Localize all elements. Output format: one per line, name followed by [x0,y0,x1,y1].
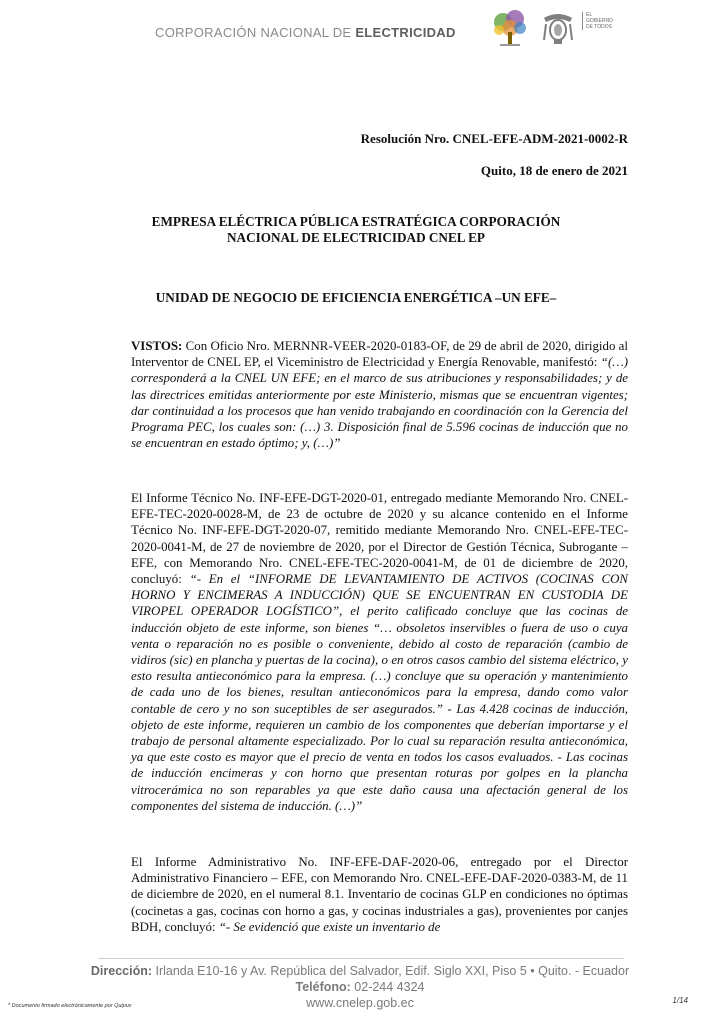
address-text: Irlanda E10-16 y Av. República del Salvador, Edif. Siglo XXI, Piso 5 • Quito. - Ecuador [152,964,630,978]
government-logo-text: EL GOBIERNO DE TODOS [582,12,620,30]
page-number: 1/14 [672,996,688,1005]
business-unit-title: UNIDAD DE NEGOCIO DE EFICIENCIA ENERGÉTICA –UN EFE– [155,290,557,305]
title-line-2: NACIONAL DE ELECTRICIDAD CNEL EP [227,230,485,245]
document-date: Quito, 18 de enero de 2021 [480,163,628,178]
paragraph-text: Con Oficio Nro. MERNNR-VEER-2020-0183-OF, de 29 de abril de 2020, dirigido al Interventor de CNEL EP, el Viceministro de Electricidad y Energía Renovable, manifestó: [131,339,628,370]
paragraph-text: El Informe Técnico No. INF-EFE-DGT-2020-01, entregado mediante Memorando Nro. CNEL-EFE-TEC-2020-0028-M, de 23 de octubre de 2020 y su alcance contenido en el Informe Técnico No. INF-EFE-DGT-2020-07, remitido mediante Memorando Nro. CNEL-EFE-TEC-2020-0041-M, de 27 de noviembre de 2020, por el Director de Gestión Técnica, Subrogante – EFE, con Memorando Nro. CNEL-EFE-TEC-2020-0041-M, de 01 de diciembre de 2020, concluyó: [131,491,628,587]
footer-divider [98,958,624,959]
phone-label: Teléfono: [295,980,351,994]
resolution-number: Resolución Nro. CNEL-EFE-ADM-2021-0002-R [360,131,628,146]
footer-website[interactable]: www.cnelep.gob.ec [306,996,414,1010]
paragraph-text: El Informe Administrativo No. INF-EFE-DAF-2020-06, entregado por el Director Administrativo Financiero – EFE, con Memorando Nro. CNEL-EFE-DAF-2020-0383-M, de 11 de diciembre de 2020, en el numeral 8.1. Inventario de cocinas GLP en condiciones no óptimas (cocinetas a gas, cocinas con horno a gas, y cocinas industriales a gas), provenientes por canjes BDH, concluyó: [131,855,628,934]
phone-number: 02-244 4324 [350,980,425,994]
footer-phone [90,980,630,994]
electronic-signature-note: * Documento firmado electrónicamente por Quipux [8,1003,132,1009]
footer-address [90,964,630,978]
paragraph-quote: “- En el “INFORME DE LEVANTAMIENTO DE ACTIVOS (COCINAS CON HORNO Y ENCIMERAS A INDUCCIÓN) QUE SE ENCUENTRAN EN CUSTODIA DE VIROPEL OPERADOR LOGÍSTICO”, el perito calificado concluye que las cocinas de inducción objeto de este informe, son bienes “… obsoletos inservibles o fuera de uso o cuya venta o reparación no es posible o conveniente, debido al costo de reparación (cambio de vidiros (sic) en plancha y puertas de la cocina), o en otros casos cambio del sistema eléctrico, y esto resulta antieconómico para la empresa. (…) concluye que su operación y mantenimiento de cada uno de los bienes, resultan antieconómicos para la empresa, dando como valor contable de cero y no son suceptibles de ser asegurados.” - Las 4.428 cocinas de inducción, objeto de este informe, requieren un cambio de los componentes que deberían importarse y el trabajo de personal altamente especializado. Por lo cual su reparación resulta antieconómica, ya que este costo es mayor que el precio de venta en todos los casos evaluados. - Las cocinas de inducción encimeras y con horno que presentan roturas por golpes en la plancha vitrocerámica no son reparables ya que este daño causa una afectación general de los componentes del sistema de inducción. (…)” [131,572,628,813]
paragraph-informe-tecnico [131,490,628,814]
paragraph-informe-administrativo [131,854,628,935]
ecuador-coat-of-arms-icon [540,10,576,46]
organization-header [155,25,456,40]
address-label: Dirección: [90,964,153,978]
paragraph-quote: “(…) corresponderá a la CNEL UN EFE; en el marco de sus atribuciones y responsabilidades; y de las directrices emitidas anteriormente por este Ministerio, mismas que se encuentran vigentes; dar continuidad a los procesos que han venido trabajando en coordinación con la Gerencia del Programa PEC, los cuales son: (…) 3. Disposición final de 5.596 cocinas de inducción que no se encuentran en estado óptimo; y, (…)” [131,355,628,451]
paragraph-vistos [131,338,628,451]
title-line-1: EMPRESA ELÉCTRICA PÚBLICA ESTRATÉGICA CORPORACIÓN [151,214,561,229]
org-name-light: CORPORACIÓN NACIONAL DE [155,25,356,40]
cnel-tree-logo-icon [487,8,533,48]
org-name-bold: ELECTRICIDAD [355,25,456,40]
vistos-label: VISTOS: [131,339,183,353]
document-title [120,214,592,246]
paragraph-quote: “- Se evidenció que existe un inventario de [218,919,441,934]
